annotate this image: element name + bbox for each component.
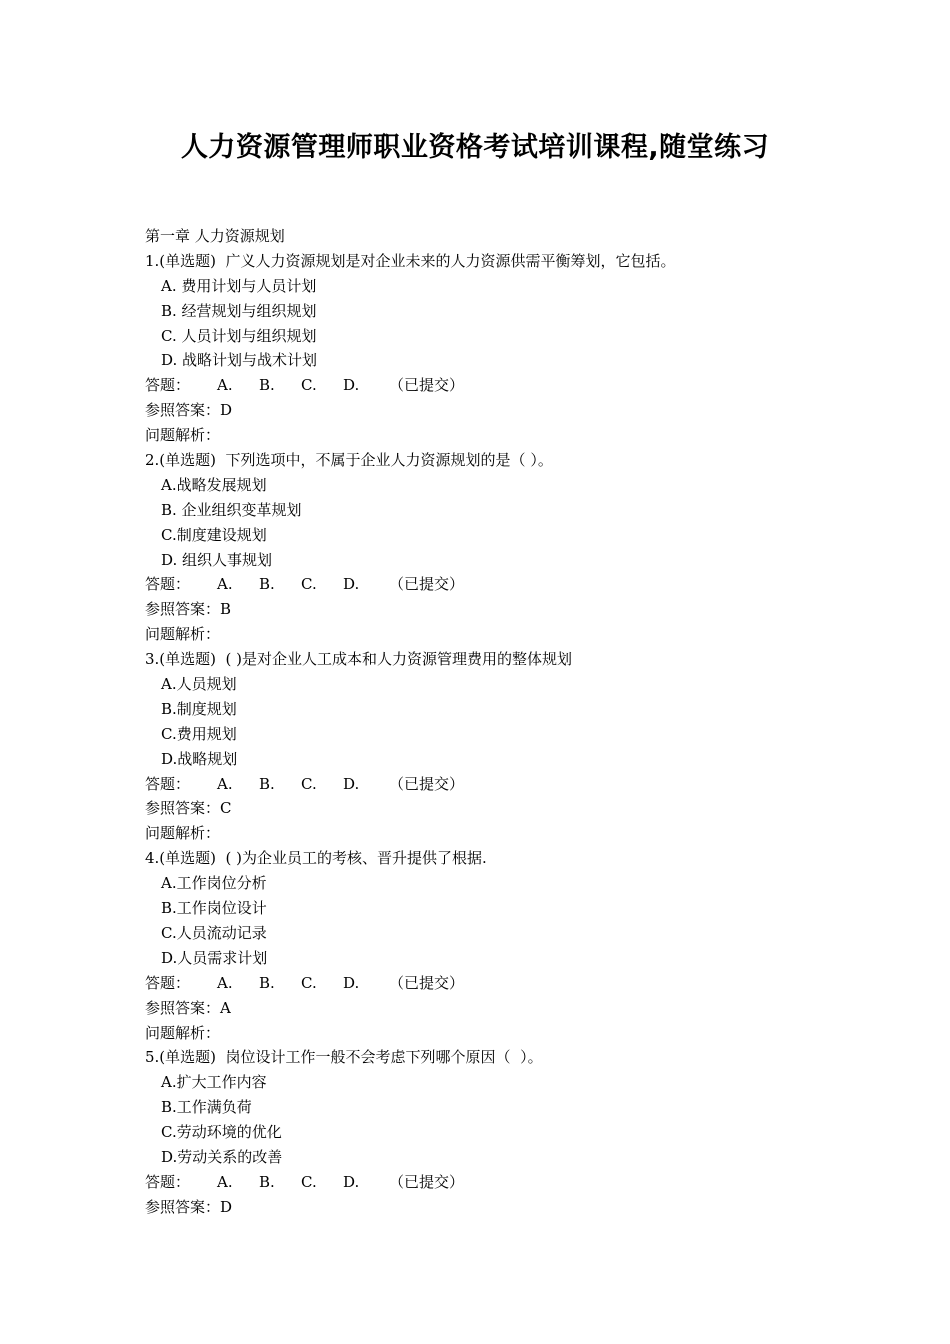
reference-answer — [145, 996, 865, 1021]
question-option: C.费用规划 — [161, 724, 237, 743]
question-option: B. 经营规划与组织规划 — [161, 301, 317, 320]
analysis-label: 问题解析： — [145, 1023, 221, 1042]
analysis-label: 问题解析： — [145, 824, 221, 843]
answer-choice[interactable]: C. — [301, 376, 317, 395]
reference-answer — [145, 1195, 865, 1220]
answer-choice[interactable]: C. — [301, 774, 317, 793]
question-option: C. 人员计划与组织规划 — [161, 326, 317, 345]
question-option: A. 费用计划与人员计划 — [161, 276, 317, 295]
answer-choice[interactable]: C. — [301, 973, 317, 992]
reference-answer — [145, 398, 865, 423]
answer-row — [145, 572, 865, 597]
answer-choice[interactable]: A. — [217, 376, 233, 395]
question-block — [145, 647, 865, 846]
question-block — [145, 249, 865, 448]
answer-choice[interactable]: A. — [217, 1172, 233, 1191]
question-option: D.人员需求计划 — [161, 948, 268, 967]
reference-value: D — [220, 1197, 233, 1216]
answer-label: 答题： — [145, 575, 191, 594]
question-option: A.扩大工作内容 — [161, 1073, 267, 1092]
reference-label: 参照答案： — [145, 600, 221, 619]
reference-value: C — [220, 799, 232, 818]
answer-choice[interactable]: D. — [343, 575, 360, 594]
answer-row — [145, 971, 865, 996]
question-stem: 1.(单选题) 广义人力资源规划是对企业未来的人力资源供需平衡筹划，它包括。 — [145, 251, 676, 270]
question-option: D.战略规划 — [161, 749, 238, 768]
answer-label: 答题： — [145, 973, 191, 992]
answer-choice[interactable]: B. — [259, 376, 275, 395]
answer-choice[interactable]: B. — [259, 973, 275, 992]
answer-choice[interactable]: C. — [301, 575, 317, 594]
question-option: C.人员流动记录 — [161, 923, 267, 942]
answer-label: 答题： — [145, 376, 191, 395]
answer-choice[interactable]: D. — [343, 376, 360, 395]
submitted-status: （已提交） — [389, 973, 465, 992]
question-option: D.劳动关系的改善 — [161, 1147, 283, 1166]
reference-value: A — [220, 998, 231, 1017]
reference-label: 参照答案： — [145, 1197, 221, 1216]
answer-choice[interactable]: B. — [259, 575, 275, 594]
reference-label: 参照答案： — [145, 799, 221, 818]
answer-row — [145, 1170, 865, 1195]
answer-choice[interactable]: B. — [259, 1172, 275, 1191]
answer-choice[interactable]: D. — [343, 774, 360, 793]
answer-choice[interactable]: A. — [217, 973, 233, 992]
question-stem: 3.(单选题) ( )是对企业人工成本和人力资源管理费用的整体规划 — [145, 650, 573, 669]
reference-label: 参照答案： — [145, 998, 221, 1017]
question-option: B.工作满负荷 — [161, 1098, 252, 1117]
answer-choice[interactable]: D. — [343, 1172, 360, 1191]
analysis-label: 问题解析： — [145, 426, 221, 445]
reference-value: B — [220, 600, 232, 619]
answer-label: 答题： — [145, 774, 191, 793]
question-block — [145, 448, 865, 647]
answer-choice[interactable]: A. — [217, 774, 233, 793]
question-block — [145, 1045, 865, 1219]
analysis-label: 问题解析： — [145, 625, 221, 644]
chapter-heading: 第一章 人力资源规划 — [145, 227, 285, 245]
question-option: C.制度建设规划 — [161, 525, 267, 544]
reference-value: D — [220, 401, 233, 420]
answer-choice[interactable]: C. — [301, 1172, 317, 1191]
page-title: 人力资源管理师职业资格考试培训课程,随堂练习 — [180, 132, 770, 163]
question-stem: 4.(单选题) ( )为企业员工的考核、晋升提供了根据. — [145, 849, 487, 868]
question-stem: 5.(单选题) 岗位设计工作一般不会考虑下列哪个原因（ ）。 — [145, 1048, 543, 1067]
submitted-status: （已提交） — [389, 1172, 465, 1191]
question-stem: 2.(单选题) 下列选项中，不属于企业人力资源规划的是（ ）。 — [145, 451, 553, 470]
question-option: A.工作岗位分析 — [161, 874, 267, 893]
answer-row — [145, 772, 865, 797]
question-option: D. 组织人事规划 — [161, 550, 273, 569]
question-option: B.工作岗位设计 — [161, 899, 267, 918]
reference-answer — [145, 597, 865, 622]
question-option: D. 战略计划与战术计划 — [161, 351, 318, 370]
question-list — [145, 224, 865, 1220]
question-option: A.人员规划 — [161, 675, 237, 694]
question-block — [145, 846, 865, 1045]
answer-choice[interactable]: D. — [343, 973, 360, 992]
answer-choice[interactable]: A. — [217, 575, 233, 594]
reference-answer — [145, 796, 865, 821]
answer-choice[interactable]: B. — [259, 774, 275, 793]
submitted-status: （已提交） — [389, 376, 465, 395]
question-option: A.战略发展规划 — [161, 475, 267, 494]
question-option: C.劳动环境的优化 — [161, 1123, 282, 1142]
submitted-status: （已提交） — [389, 575, 465, 594]
answer-label: 答题： — [145, 1172, 191, 1191]
reference-label: 参照答案： — [145, 401, 221, 420]
submitted-status: （已提交） — [389, 774, 465, 793]
question-option: B.制度规划 — [161, 699, 237, 718]
answer-row — [145, 373, 865, 398]
question-option: B. 企业组织变革规划 — [161, 500, 302, 519]
